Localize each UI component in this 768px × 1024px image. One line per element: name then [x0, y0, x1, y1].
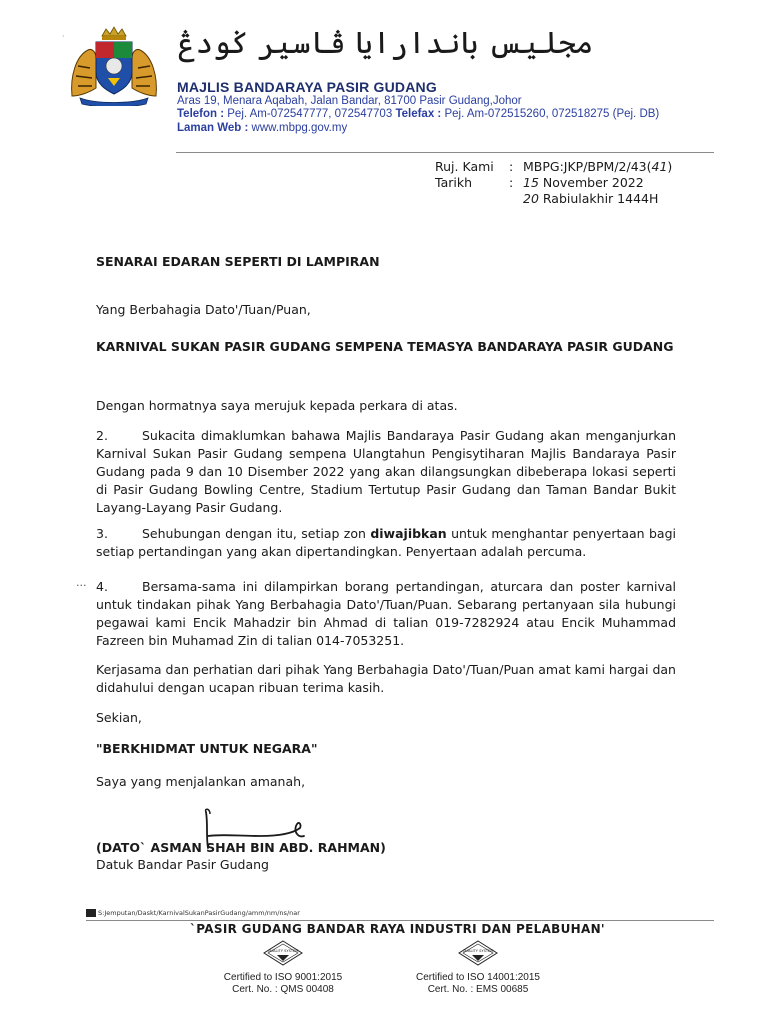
paragraph-3-text-b: untuk menghantar penyertaan bagi setiap pertandingan yang akan dipertandingkan. Penyertaan adalah percuma.: [96, 526, 676, 559]
tarikh-month-year: November 2022: [538, 175, 644, 190]
file-path-icon: [86, 909, 96, 917]
badge-qms-text: QUALITY SYSTEM: [267, 949, 299, 953]
city-council-crest-logo: [66, 26, 162, 106]
web-label: Laman Web :: [177, 122, 249, 134]
council-address: Aras 19, Menara Aqabah, Jalan Bandar, 81700 Pasir Gudang,Johor: [177, 95, 522, 107]
paragraph-4-number: 4.: [96, 579, 108, 594]
ruj-handwritten-number: 41: [651, 159, 668, 174]
quality-system-badge-icon: [263, 940, 303, 966]
iso-14001-certification: [403, 972, 553, 996]
hijri-row: [435, 191, 672, 207]
tarikh-colon: :: [509, 175, 514, 190]
paragraph-5: Kerjasama dan perhatian dari pihak Yang Berbahagia Dato'/Tuan/Puan amat kami hargai dan didahului dengan ucapan ribuan terima kasih.: [96, 662, 676, 695]
footer-tagline: `PASIR GUDANG BANDAR RAYA INDUSTRI DAN PELABUHAN': [190, 922, 605, 936]
web-url[interactable]: www.mbpg.gov.my: [248, 122, 348, 134]
recipients-line: SENARAI EDARAN SEPERTI DI LAMPIRAN: [96, 254, 380, 269]
paragraph-4: [96, 578, 676, 650]
ruj-label: Ruj. Kami: [435, 159, 494, 174]
ruj-colon: :: [509, 159, 514, 174]
ref-row: [435, 159, 672, 175]
closing-sekian: Sekian,: [96, 710, 142, 725]
paragraph-2-text: Sukacita dimaklumkan bahawa Majlis Bandaraya Pasir Gudang akan menganjurkan Karnival Sukan Pasir Gudang sempena Ulangtahun Pengisytiharan Majlis Bandaraya Pasir Gudang pada 9 dan 10 Disember 2022 yang akan dilangsungkan dibeberapa lokasi seperti di Pasir Gudang Bowling Centre, Stadium Tertutup Pasir Gudang dan Taman Bandar Bukit Layang-Layang Pasir Gudang.: [96, 428, 676, 515]
tarikh-value: [523, 175, 644, 191]
paragraph-4-text: Bersama-sama ini dilampirkan borang pertandingan, aturcara dan poster karnival untuk tindakan pihak Yang Berbahagia Dato'/Tuan/Puan. Sebarang pertanyaan sila hubungi pegawai kami Encik Mahadzir bin Ahmad di talian 019-7282924 atau Encik Muhammad Fazreen bin Muhamad Zin di talian 014-7053251.: [96, 579, 676, 648]
telefon-label: Telefon :: [177, 108, 225, 120]
environmental-system-badge-icon: [458, 940, 498, 966]
telefax-value: Pej. Am-072515260, 072518275 (Pej. DB): [441, 108, 660, 120]
tarikh-label: Tarikh: [435, 175, 472, 190]
hijri-handwritten-day: 20: [523, 191, 539, 206]
file-path-reference: [86, 909, 300, 917]
file-path-text: S:Jemputan/Daskt/KarnivalSukanPasirGudang/amm/nm/ns/nar: [98, 909, 300, 917]
council-website-line: [177, 122, 347, 134]
ems-cert-number: Cert. No. : EMS 00685: [427, 984, 529, 995]
council-name: MAJLIS BANDARAYA PASIR GUDANG: [177, 79, 437, 95]
jawi-council-name: مجليس باندارايا ڤاسير ݢودڠ: [178, 26, 594, 61]
paragraph-3-number: 3.: [96, 526, 108, 541]
telefon-value: Pej. Am-072547777, 072547703: [224, 108, 396, 120]
council-phone-line: [177, 108, 659, 120]
iso-14001-line: Certified to ISO 14001:2015: [416, 972, 540, 983]
signatory-name: (DATO` ASMAN SHAH BIN ABD. RAHMAN): [96, 840, 386, 855]
signatory-title: Datuk Bandar Pasir Gudang: [96, 857, 269, 872]
hijri-value: [523, 191, 658, 207]
qms-cert-number: Cert. No. : QMS 00408: [232, 984, 334, 995]
footer-divider: [86, 920, 714, 921]
ruj-value: [523, 159, 672, 175]
telefax-label: Telefax :: [395, 108, 442, 120]
reference-block: [435, 159, 672, 207]
ruj-number: MBPG:JKP/BPM/2/43(: [523, 159, 652, 174]
badge-ems-text: QUALITY SYSTEM: [462, 949, 494, 953]
paragraph-2-number: 2.: [96, 428, 108, 443]
margin-dots: ···: [76, 579, 87, 592]
motto: "BERKHIDMAT UNTUK NEGARA": [96, 741, 318, 756]
paragraph-3-emphasis: diwajibkan: [370, 526, 447, 541]
letter-subject: KARNIVAL SUKAN PASIR GUDANG SEMPENA TEMASYA BANDARAYA PASIR GUDANG: [96, 339, 674, 354]
iso-9001-line: Certified to ISO 9001:2015: [223, 972, 343, 983]
paragraph-2: [96, 427, 676, 517]
scan-mark: ·: [62, 32, 65, 41]
tarikh-handwritten-day: 15: [523, 175, 539, 190]
paragraph-1: Dengan hormatnya saya merujuk kepada perkara di atas.: [96, 398, 458, 413]
iso-9001-certification: [208, 972, 358, 996]
hijri-month-year: Rabiulakhir 1444H: [538, 191, 659, 206]
ruj-close: ): [667, 159, 673, 174]
letterhead-divider: [176, 152, 714, 153]
paragraph-3: [96, 525, 676, 561]
hijri-colon-spacer: [509, 191, 523, 207]
closing-trust: Saya yang menjalankan amanah,: [96, 774, 306, 789]
paragraph-3-text-a: Sehubungan dengan itu, setiap zon: [142, 526, 371, 541]
salutation: Yang Berbahagia Dato'/Tuan/Puan,: [96, 302, 311, 317]
date-row: [435, 175, 672, 191]
hijri-spacer: [435, 191, 509, 207]
